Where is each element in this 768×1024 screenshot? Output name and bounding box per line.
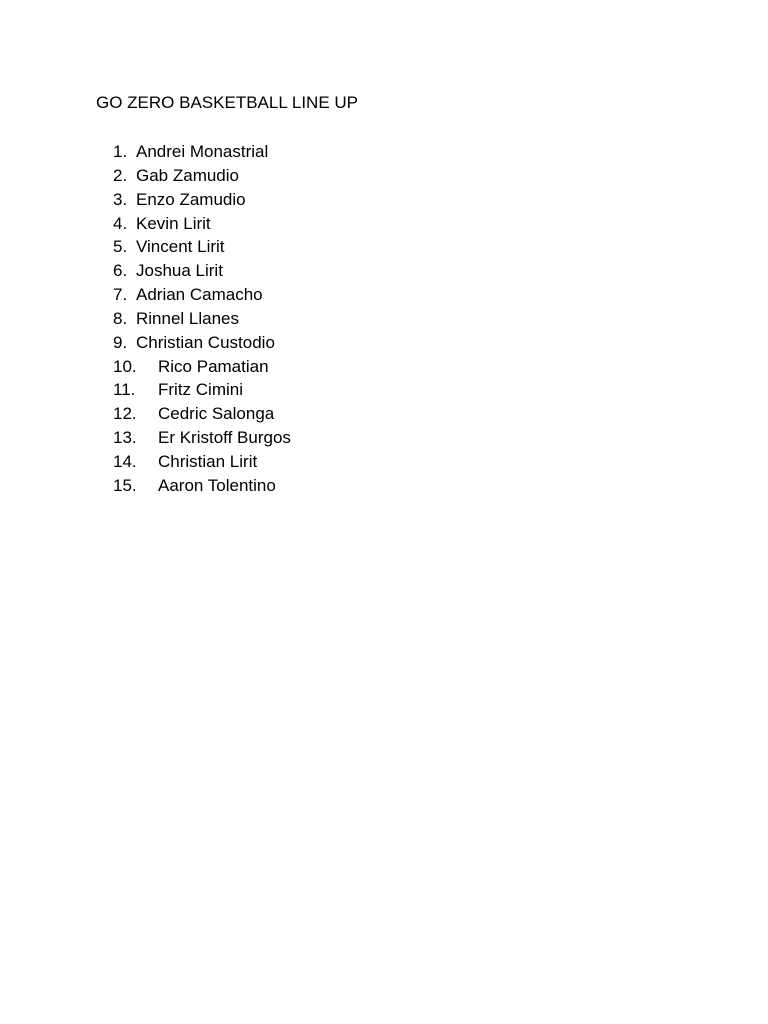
list-item-number: 14. [113,451,137,471]
player-name: Rinnel Llanes [136,308,240,328]
player-name: Cedric Salonga [158,404,275,424]
list-item-number: 12. [113,404,137,424]
list-item-number: 8. [113,308,128,328]
list-item-number: 1. [113,142,128,161]
player-name: Er Kristoff Burgos [158,428,291,448]
player-name: Enzo Zamudio [136,189,246,209]
document-title: GO ZERO BASKETBALL LINE UP [96,93,359,112]
list-item-number: 11. [113,380,136,400]
player-name: Gab Zamudio [136,165,239,185]
list-item-number: 3. [113,189,128,209]
player-name: Vincent Lirit [136,237,225,257]
list-item-number: 13. [113,428,137,448]
player-name: Rico Pamatian [158,356,269,376]
list-item-number: 6. [113,261,128,281]
list-item-number: 15. [113,475,137,495]
player-name: Joshua Lirit [136,261,223,281]
player-name: Adrian Camacho [136,285,263,305]
list-item-number: 9. [113,332,128,352]
player-name: Christian Custodio [136,332,275,352]
list-item-number: 7. [113,285,128,305]
player-name: Christian Lirit [158,451,258,471]
player-name: Aaron Tolentino [158,475,276,495]
list-item-number: 5. [113,237,128,257]
player-name: Fritz Cimini [158,380,243,400]
list-item-number: 4. [113,213,128,233]
list-item-number: 2. [113,165,128,185]
player-name: Kevin Lirit [136,213,211,233]
player-name: Andrei Monastrial [136,142,269,161]
list-item-number: 10. [113,356,137,376]
